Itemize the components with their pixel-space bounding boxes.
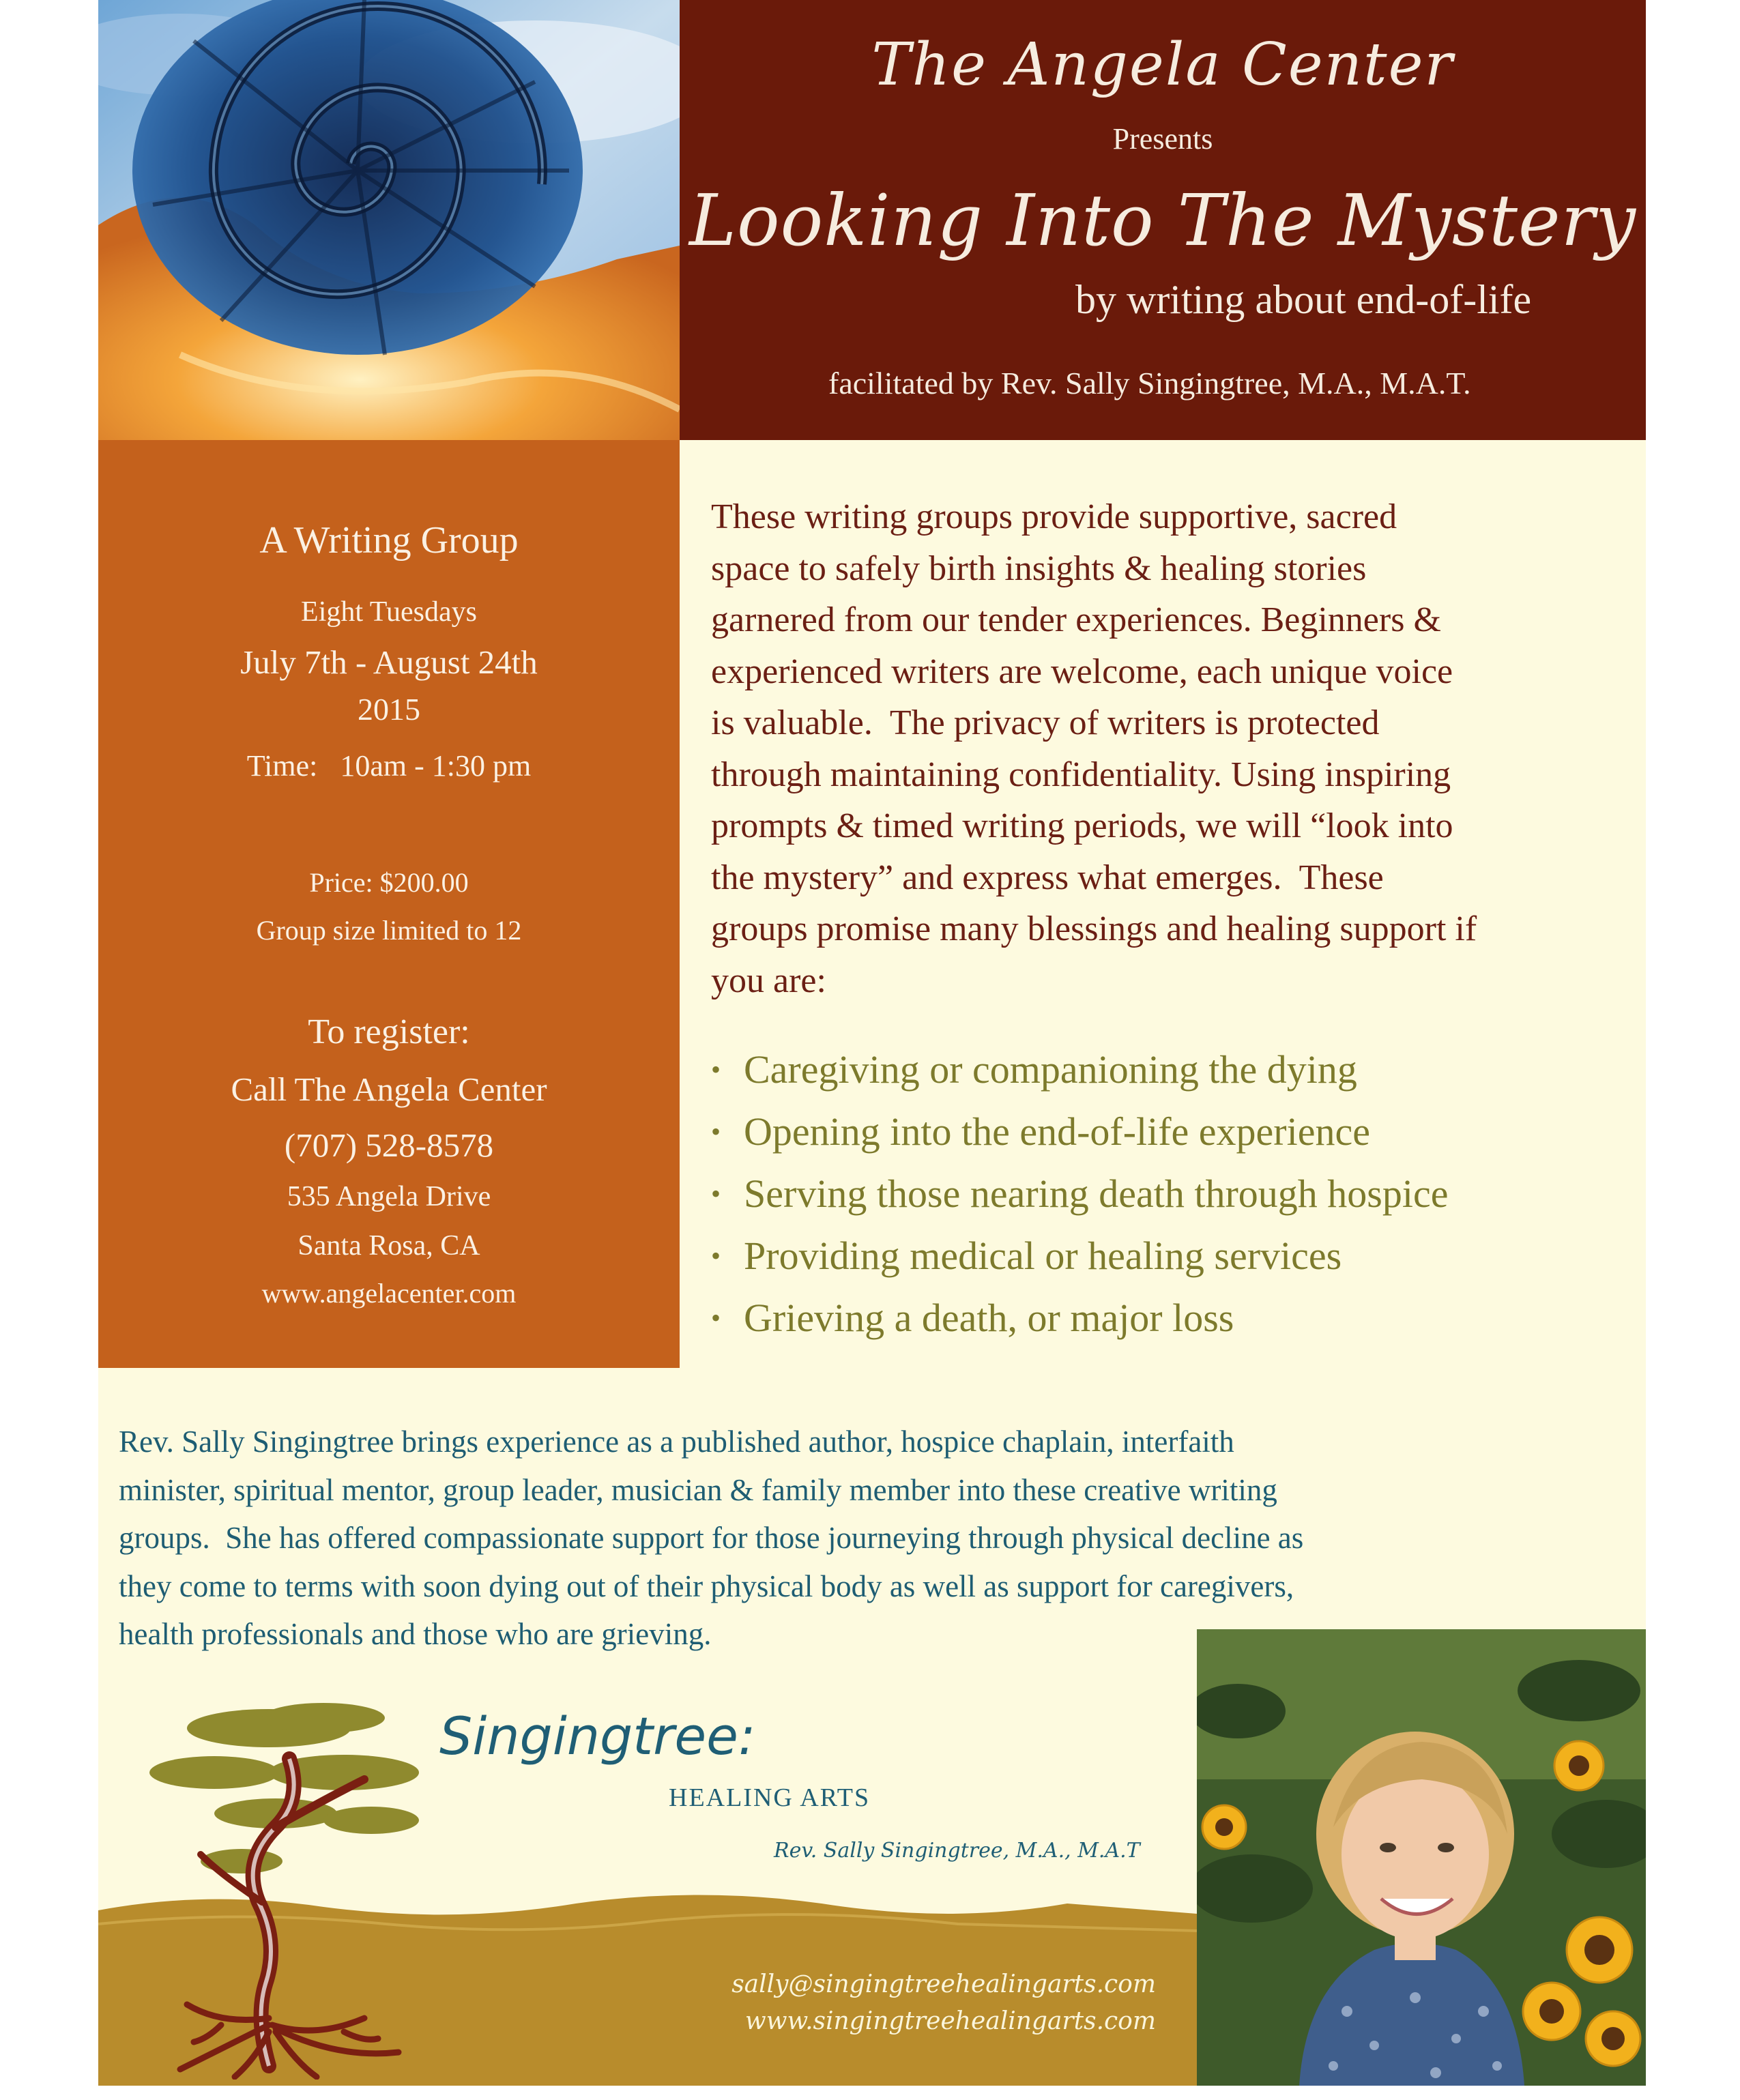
description-line: the mystery” and express what emerges. These (711, 858, 1384, 897)
facilitator-photo (1197, 1629, 1646, 2086)
details-sidebar (98, 440, 680, 1368)
sessions-text: Eight Tuesdays (301, 596, 477, 628)
brand-tagline: HEALING ARTS (669, 1783, 871, 1812)
description-line: prompts & timed writing periods, we will “look into (711, 806, 1453, 845)
group-heading: A Writing Group (259, 519, 519, 562)
list-item: • Providing medical or healing services (711, 1225, 1625, 1287)
list-item: • Caregiving or companioning the dying (711, 1038, 1625, 1100)
presents-label: Presents (1112, 122, 1213, 156)
description-line: These writing groups provide supportive, sacred (711, 497, 1397, 536)
audience-list (711, 1038, 1625, 1349)
nautilus-shell-image (98, 0, 680, 440)
register-call: Call The Angela Center (231, 1070, 547, 1108)
contact-website[interactable]: www.singingtreehealingarts.com (744, 2007, 1156, 2035)
header-panel (680, 0, 1646, 440)
brand-name: Singingtree: (439, 1706, 756, 1766)
description-line: experienced writers are welcome, each unique voice (711, 652, 1453, 691)
description-line: garnered from our tender experiences. Beginners & (711, 600, 1441, 639)
bio-line: groups. She has offered compassionate support for those journeying through physical decline as (119, 1521, 1304, 1555)
register-address: 535 Angela Drive (287, 1181, 491, 1212)
event-subtitle: by writing about end-of-life (1075, 277, 1532, 322)
year-text: 2015 (358, 692, 420, 727)
register-city: Santa Rosa, CA (298, 1230, 480, 1262)
description-line: groups promise many blessings and healing support if (711, 909, 1477, 948)
dates-text: July 7th - August 24th (240, 643, 538, 681)
bio-line: minister, spiritual mentor, group leader, musician & family member into these creative writing (119, 1472, 1277, 1507)
facilitator-bio (119, 1418, 1640, 1659)
description-line: through maintaining confidentiality. Using inspiring (711, 755, 1451, 794)
group-size-text: Group size limited to 12 (256, 915, 522, 946)
contact-email[interactable]: sally@singingtreehealingarts.com (731, 1970, 1156, 1998)
description-line: you are: (711, 961, 826, 1000)
list-item: • Opening into the end-of-life experience (711, 1100, 1625, 1163)
event-title: Looking Into The Mystery (688, 179, 1637, 262)
bio-line: Rev. Sally Singingtree brings experience as a published author, hospice chaplain, interfaith (119, 1425, 1234, 1459)
register-heading: To register: (308, 1012, 470, 1051)
description (711, 491, 1619, 1006)
description-line: is valuable. The privacy of writers is protected (711, 703, 1380, 742)
bio-line: they come to terms with soon dying out of their physical body as well as support for caregivers, (119, 1569, 1294, 1603)
list-item: • Grieving a death, or major loss (711, 1287, 1625, 1349)
description-line: space to safely birth insights & healing stories (711, 549, 1367, 588)
tree-logo-icon (139, 1697, 460, 2080)
bio-line: health professionals and those who are grieving. (119, 1617, 712, 1651)
center-name: The Angela Center (871, 31, 1454, 99)
facilitator-line: facilitated by Rev. Sally Singingtree, M.A., M.A.T. (828, 366, 1471, 400)
list-item: • Serving those nearing death through hospice (711, 1163, 1625, 1225)
register-phone: (707) 528-8578 (284, 1126, 494, 1164)
flyer (98, 0, 1646, 2086)
brand-person: Rev. Sally Singingtree, M.A., M.A.T (774, 1839, 1140, 1863)
price-text: Price: $200.00 (309, 867, 469, 898)
register-website: www.angelacenter.com (261, 1278, 517, 1309)
time-text: Time: 10am - 1:30 pm (246, 749, 532, 783)
